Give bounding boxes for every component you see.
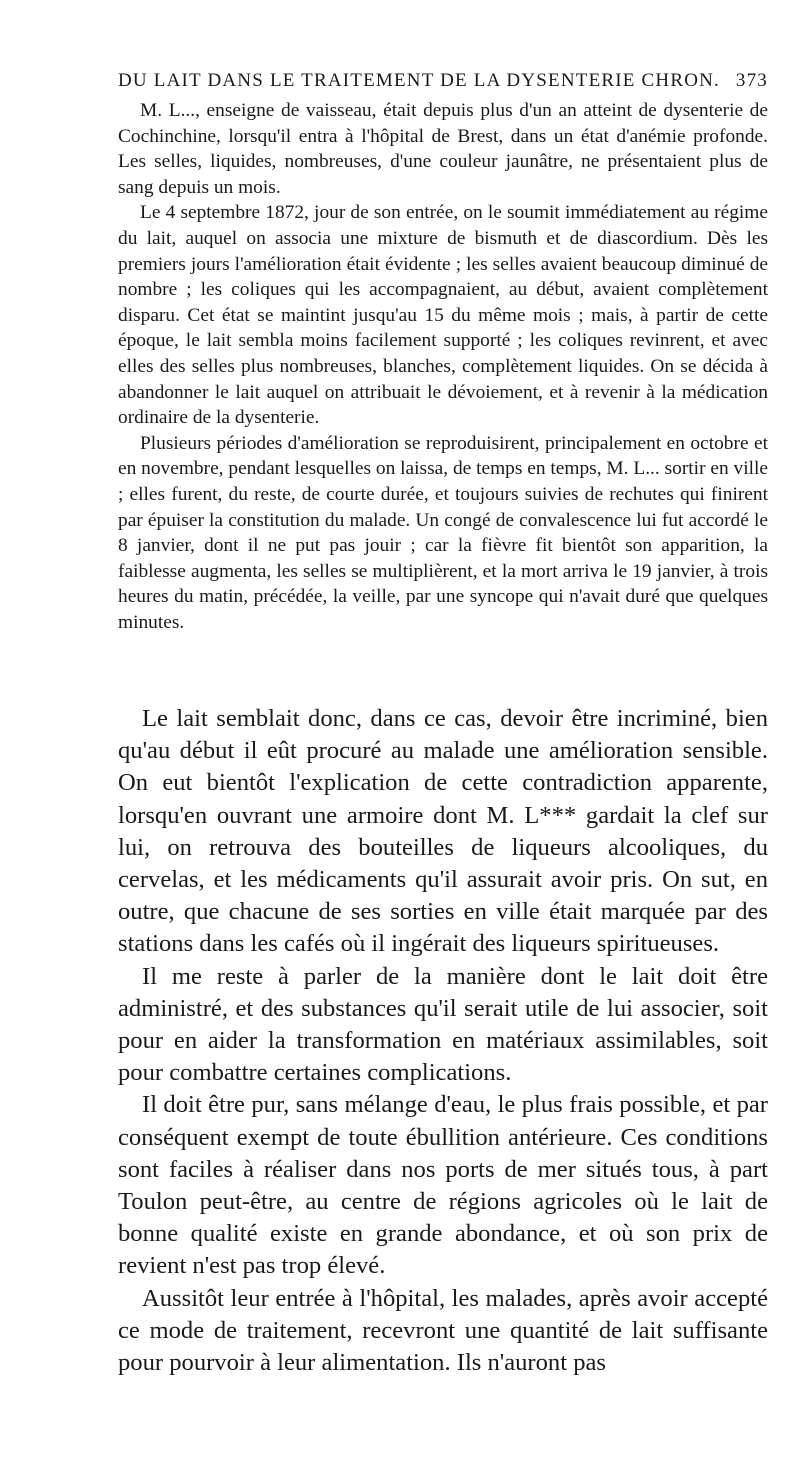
- body-paragraph: Il me reste à parler de la manière dont le lait doit être administré, et des substances qu'il serait utile de lui associer, soit pour en aider la transformation en matériaux assimilables, soit pour combattre certaines complications.: [118, 962, 768, 1087]
- case-paragraph: Le 4 septembre 1872, jour de son entrée, on le soumit immédiatement au régime du lait, auquel on associa une mixture de bismuth et de diascordium. Dès les premiers jours l'amélioration était évidente ; les selles avaient beaucoup diminué de nombre ; les coliques qui les accompagnaient, au début, avaient complètement disparu. Cet état se maintint jusqu'au 15 du même mois ; mais, à partir de cette époque, le lait sembla moins facilement supporté ; les coliques revinrent, et avec elles des selles plus nombreuses, blanches, complètement liquides. On se décida à abandonner le lait auquel on attribuait le dévoiement, et à revenir à la médication ordinaire de la dysenterie.: [118, 202, 768, 429]
- case-report: [118, 98, 768, 635]
- main-text: [118, 703, 768, 1379]
- running-title: DU LAIT DANS LE TRAITEMENT DE LA DYSENTERIE CHRON.: [118, 70, 721, 91]
- body-paragraph: Il doit être pur, sans mélange d'eau, le plus frais possible, et par conséquent exempt de toute ébullition antérieure. Ces conditions sont faciles à réaliser dans nos ports de mer situés tous, à part Toulon peut-être, au centre de régions agricoles où le lait de bonne qualité existe en grande abondance, et où son prix de revient n'est pas trop élevé.: [118, 1091, 768, 1280]
- body-paragraph: Le lait semblait donc, dans ce cas, devoir être incriminé, bien qu'au début il eût procuré au malade une amélioration sensible. On eut bientôt l'explication de cette contradiction apparente, lorsqu'en ouvrant une armoire dont M. L*** gardait la clef sur lui, on retrouva des bouteilles de liqueurs alcooliques, du cervelas, et les médicaments qu'il assurait avoir pris. On sut, en outre, que chacune de ses sorties en ville était marquée par des stations dans les cafés où il ingérait des liqueurs spiritueuses.: [118, 705, 768, 958]
- page-number: 373: [735, 70, 768, 91]
- case-paragraph: Plusieurs périodes d'amélioration se reproduisirent, principalement en octobre et en novembre, pendant lesquelles on laissa, de temps en temps, M. L... sortir en ville ; elles furent, du reste, de courte durée, et toujours suivies de rechutes qui finirent par épuiser la constitution du malade. Un congé de convalescence lui fut accordé le 8 janvier, dont il ne put pas jouir ; car la fièvre fit bientôt son apparition, la faiblesse augmenta, les selles se multiplièrent, et la mort arriva le 19 janvier, à trois heures du matin, précédée, la veille, par une syncope qui n'avait duré que quelques minutes.: [118, 432, 768, 633]
- page-header: [118, 70, 768, 98]
- case-paragraph: M. L..., enseigne de vaisseau, était depuis plus d'un an atteint de dysenterie de Cochinchine, lorsqu'il entra à l'hôpital de Brest, dans un état d'anémie profonde. Les selles, liquides, nombreuses, d'une couleur jaunâtre, ne présentaient plus de sang depuis un mois.: [118, 100, 768, 198]
- body-paragraph: Aussitôt leur entrée à l'hôpital, les malades, après avoir accepté ce mode de traitement, recevront une quantité de lait suffisante pour pourvoir à leur alimentation. Ils n'auront pas: [118, 1284, 768, 1377]
